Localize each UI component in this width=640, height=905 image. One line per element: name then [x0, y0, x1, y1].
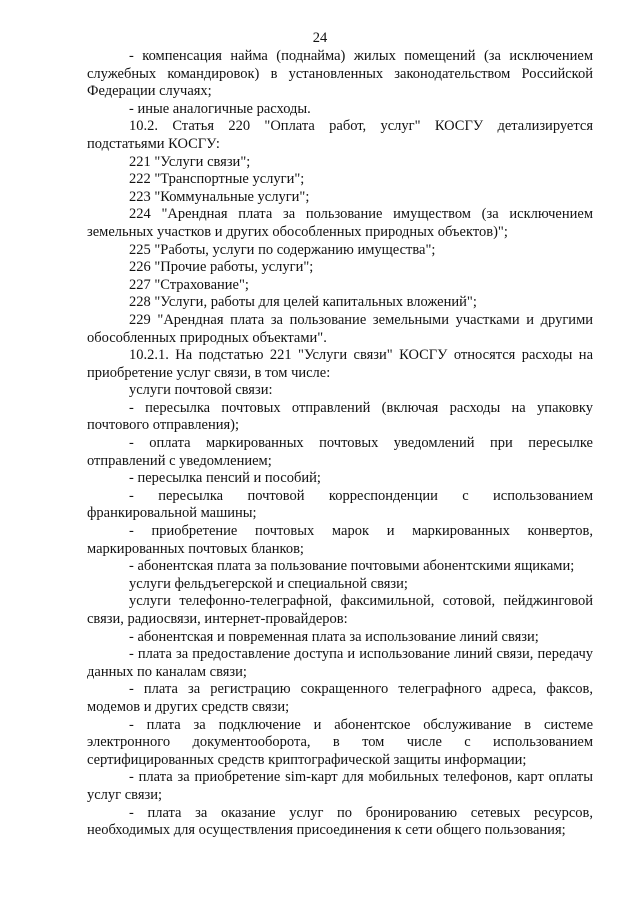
paragraph: - пересылка пенсий и пособий;: [129, 470, 321, 487]
paragraph: 228 "Услуги, работы для целей капитальных вложений";: [129, 294, 477, 311]
paragraph: - пересылка почтовой корреспонденции с использованием франкировальной машины;: [87, 487, 593, 522]
paragraph: услуги почтовой связи:: [129, 382, 273, 399]
paragraph: 10.2.1. На подстатью 221 "Услуги связи" КОСГУ относятся расходы на приобретение услуг связи, в том числе:: [87, 347, 593, 381]
document-body: [87, 48, 593, 840]
paragraph: - плата за предоставление доступа и использование линий связи, передачу данных по каналам связи;: [87, 646, 593, 680]
page-number: 24: [312, 30, 328, 46]
paragraph: 225 "Работы, услуги по содержанию имущества";: [129, 241, 436, 258]
paragraph: услуги фельдъегерской и специальной связи;: [129, 575, 408, 592]
paragraph: - плата за приобретение sim-карт для мобильных телефонов, карт оплаты услуг связи;: [87, 769, 593, 803]
paragraph: 226 "Прочие работы, услуги";: [129, 259, 314, 276]
paragraph: - пересылка почтовых отправлений (включая расходы на упаковку почтового отправления);: [87, 399, 593, 434]
paragraph: услуги телефонно-телеграфной, факсимильной, сотовой, пейджинговой связи, радиосвязи, интернет-провайдеров:: [87, 593, 593, 627]
paragraph: 227 "Страхование";: [129, 276, 249, 293]
paragraph: 222 "Транспортные услуги";: [129, 171, 305, 188]
paragraph: 224 "Арендная плата за пользование имуществом (за исключением земельных участков и других обособленных природных объектов)";: [87, 206, 593, 240]
paragraph: 223 "Коммунальные услуги";: [129, 188, 310, 205]
paragraph: - плата за регистрацию сокращенного телеграфного адреса, факсов, модемов и других средств связи;: [87, 681, 593, 715]
paragraph: - плата за подключение и абонентское обслуживание в системе электронного документооборота, в том числе с использованием сертифицированных средств криптографической защиты информации;: [87, 716, 593, 768]
paragraph: - иные аналогичные расходы.: [129, 100, 311, 117]
paragraph: - абонентская плата за пользование почтовыми абонентскими ящиками;: [129, 558, 575, 575]
paragraph: 229 "Арендная плата за пользование земельными участками и другими обособленных природных объектами".: [87, 311, 593, 346]
paragraph: - плата за оказание услуг по бронированию сетевых ресурсов, необходимых для осуществления присоединения к сети общего пользования;: [87, 804, 593, 839]
paragraph: - оплата маркированных почтовых уведомлений при пересылке отправлений с уведомлением;: [87, 435, 593, 469]
paragraph: - приобретение почтовых марок и маркированных конвертов, маркированных почтовых бланков;: [87, 523, 593, 557]
paragraph: 10.2. Статья 220 "Оплата работ, услуг" КОСГУ детализируется подстатьями КОСГУ:: [87, 118, 593, 152]
paragraph: - компенсация найма (поднайма) жилых помещений (за исключением служебных командировок) в установленных законодательством Российской Федерации случаях;: [87, 48, 593, 100]
paragraph: - абонентская и повременная плата за использование линий связи;: [129, 628, 539, 645]
paragraph: 221 "Услуги связи";: [129, 153, 251, 170]
